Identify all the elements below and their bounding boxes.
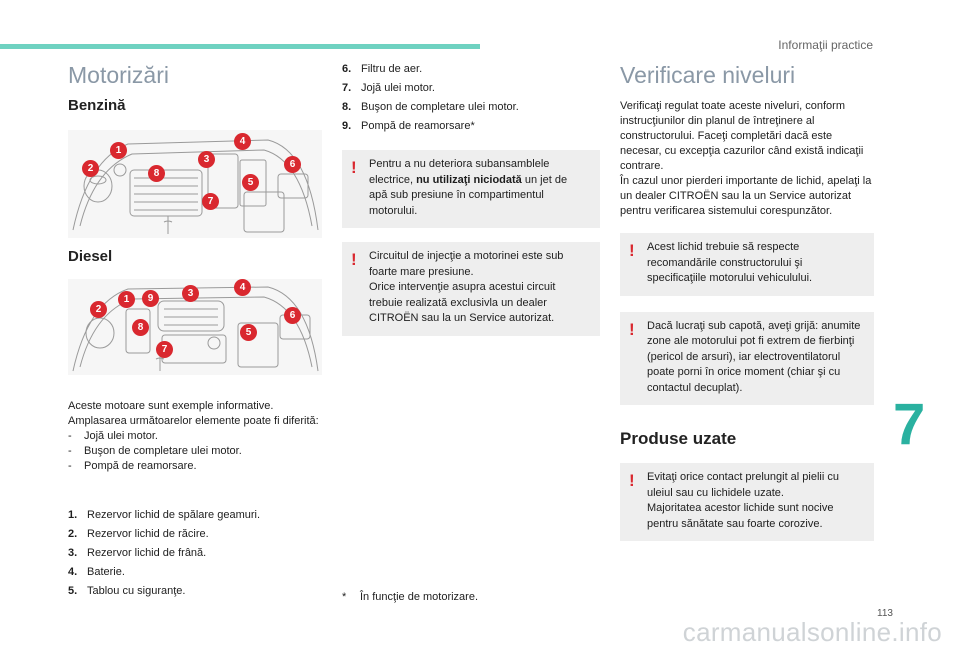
- dash-list: [68, 429, 324, 474]
- column-middle: [342, 62, 600, 603]
- header-accent-bar: [0, 44, 480, 49]
- warning-text: Acest lichid trebuie să respecte recomandările constructorului şi specificaţiile motorului vehiculului.: [647, 241, 813, 284]
- engine-marker-8: 8: [132, 319, 149, 336]
- list-item: 9. Pompă de reamorsare*: [342, 120, 475, 132]
- chapter-number: 7: [893, 392, 926, 457]
- warning-text: Circuitul de injecţie a motorinei este sub foarte mare presiune. Orice intervenţie asupra acestui circuit trebuie realizată exclusivla un dealer CITROËN sau la un Service autorizat.: [369, 250, 564, 324]
- list-item: 3. Rezervor lichid de frână.: [68, 547, 207, 559]
- warning-icon: !: [629, 319, 635, 339]
- warning-icon: !: [629, 241, 635, 260]
- warning-icon: !: [629, 471, 635, 490]
- engine-marker-3: 3: [182, 285, 199, 302]
- footnote: * În funcţie de motorizare.: [342, 591, 479, 603]
- warning-box-hot-engine: [620, 312, 874, 406]
- engine-marker-9: 9: [142, 290, 159, 307]
- verificare-paragraph: Verificaţi regulat toate aceste niveluri, conform instrucţiunilor din planul de întreţinere al constructorului. Faceţi completări dacă este necesar, cu excepţia cazurilor când există indicaţii contrare. În cazul unor pierderi importante de lichid, apelaţi la un dealer CITROËN sau la un Service autorizat pentru verificarea sistemului corespunzător.: [620, 100, 872, 217]
- engine-image-benzina: [68, 130, 322, 238]
- warning-icon: !: [351, 158, 357, 177]
- list-item: 1. Rezervor lichid de spălare geamuri.: [68, 509, 261, 521]
- engine-marker-6: 6: [284, 307, 301, 324]
- list-item: - Jojă ulei motor.: [68, 430, 158, 442]
- warning-text: Pentru a nu deteriora subansamblele electrice, nu utilizaţi niciodată un jet de apă sub presiune în compartimentul motorului.: [369, 158, 568, 217]
- warning-box-used-products: [620, 463, 874, 541]
- list-item: 2. Rezervor lichid de răcire.: [68, 528, 209, 540]
- engine-marker-3: 3: [198, 151, 215, 168]
- engine-marker-4: 4: [234, 133, 251, 150]
- watermark: carmanualsonline.info: [682, 617, 942, 647]
- component-list-left: [68, 508, 324, 599]
- section-title-verificare: Verificare niveluri: [620, 62, 796, 88]
- component-list-middle: [342, 62, 600, 134]
- column-right: [620, 62, 874, 541]
- warning-box-fluid-specs: [620, 233, 874, 296]
- subtitle-benzina: Benzină: [68, 97, 126, 114]
- engine-marker-2: 2: [82, 160, 99, 177]
- engine-marker-8: 8: [148, 165, 165, 182]
- column-left: [68, 62, 324, 603]
- list-item: 6. Filtru de aer.: [342, 63, 423, 75]
- list-item: - Buşon de completare ulei motor.: [68, 445, 242, 457]
- warning-box-pressure-water: [342, 150, 600, 228]
- engine-drawing-benzina: [68, 130, 322, 238]
- section-title-motorizari: Motorizări: [68, 62, 169, 88]
- subtitle-produse-uzate: Produse uzate: [620, 429, 737, 448]
- list-item: 4. Baterie.: [68, 566, 125, 578]
- header-title: Informaţii practice: [778, 38, 873, 52]
- engine-marker-7: 7: [156, 341, 173, 358]
- engine-marker-5: 5: [240, 324, 257, 341]
- warning-box-injection: [342, 242, 600, 336]
- list-item: - Pompă de reamorsare.: [68, 460, 197, 472]
- page-number: 113: [877, 608, 893, 619]
- list-item: 7. Jojă ulei motor.: [342, 82, 435, 94]
- warning-icon: !: [351, 250, 357, 269]
- list-item: 5. Tablou cu siguranţe.: [68, 585, 186, 597]
- subtitle-diesel: Diesel: [68, 248, 113, 265]
- list-item: 8. Buşon de completare ulei motor.: [342, 101, 519, 113]
- engine-marker-4: 4: [234, 279, 251, 296]
- engine-marker-5: 5: [242, 174, 259, 191]
- info-intro: Aceste motoare sunt exemple informative. Amplasarea următoarelor elemente poate fi diferită:: [68, 400, 319, 427]
- engine-marker-1: 1: [118, 291, 135, 308]
- warning-text: Dacă lucraţi sub capotă, aveţi grijă: anumite zone ale motorului pot fi extrem de fierbinţi (pericol de arsuri), iar electroventilatorul poate porni în orice moment (chiar şi cu contactul decuplat).: [647, 319, 861, 394]
- engine-image-diesel: [68, 279, 322, 375]
- engine-marker-7: 7: [202, 193, 219, 210]
- engine-marker-6: 6: [284, 156, 301, 173]
- warning-text: Evitaţi orice contact prelungit al pielii cu uleiul sau cu lichidele uzate. Majoritatea acestor lichide sunt nocive pentru sănătate sau foarte corozive.: [647, 471, 839, 530]
- engine-marker-1: 1: [110, 142, 127, 159]
- engine-marker-2: 2: [90, 301, 107, 318]
